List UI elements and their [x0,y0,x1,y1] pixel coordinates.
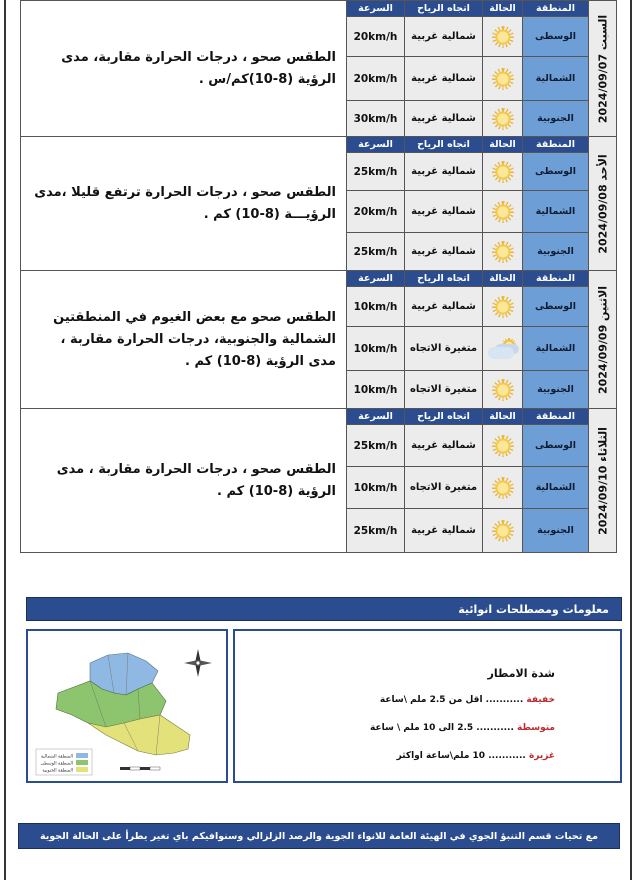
header-region: المنطقة [523,409,589,425]
partly-cloudy-icon [488,338,518,360]
sun-icon [492,26,514,48]
sun-icon [492,241,514,263]
wind-direction: شمالية غربية [405,287,483,327]
condition-cell [483,509,523,553]
day-date-cell [589,409,617,553]
wind-direction: شمالية غربية [405,153,483,191]
wind-direction: متغيرة الاتجاه [405,327,483,371]
day-date-cell [589,1,617,137]
condition-cell [483,287,523,327]
wind-speed: 10km/h [347,371,405,409]
forecast-table [20,0,617,553]
wind-direction: شمالية غربية [405,17,483,57]
sun-icon [492,201,514,223]
sun-icon [492,108,514,130]
rain-level-text: ........... اقل من 2.5 ملم \ساعة [379,695,524,705]
wind-speed: 10km/h [347,327,405,371]
rain-level-name: غزيرة [528,751,555,761]
header-region: المنطقة [523,137,589,153]
wind-speed: 20km/h [347,191,405,233]
region-name: الجنوبية [523,101,589,137]
region-name: الجنوبية [523,509,589,553]
wind-speed: 25km/h [347,153,405,191]
sun-icon [492,379,514,401]
header-region: المنطقة [523,271,589,287]
rain-intensity-panel [233,629,622,783]
region-name: الوسطى [523,425,589,467]
rain-level-text: ........... 10 ملم\ساعة اواكثر [396,751,526,761]
wind-direction: شمالية غربية [405,425,483,467]
day-date: السبت 2024/09/07 [596,14,609,123]
day-date: الثلاثاء 2024/09/10 [596,426,609,535]
region-name: الشمالية [523,57,589,101]
wind-direction: شمالية غربية [405,57,483,101]
wind-direction: متغيرة الاتجاه [405,371,483,409]
iraq-map-panel [26,629,228,783]
map-legend-label: المنطقة الوسطى [40,761,73,767]
day-date: الاثنين 2024/09/09 [596,285,609,394]
day-date-cell [589,137,617,271]
rain-level-name: متوسطة [517,723,555,733]
region-name: الجنوبية [523,233,589,271]
header-condition: الحالة [483,271,523,287]
region-name: الوسطى [523,153,589,191]
condition-cell [483,233,523,271]
footer-note: مع تحيات قسم التنبؤ الجوي في الهيئة العامة للانواء الجوية والرصد الزلزالي وسنوافيكم باي تغير يطرأ على الحالة الجوية [18,823,620,849]
wind-direction: شمالية غربية [405,191,483,233]
wind-speed: 30km/h [347,101,405,137]
rain-level-text: ........... 2.5 الى 10 ملم \ ساعة [369,723,514,733]
region-name: الشمالية [523,191,589,233]
wind-speed: 10km/h [347,467,405,509]
condition-cell [483,467,523,509]
header-speed: السرعة [347,409,405,425]
day-description: الطقس صحو ، درجات الحرارة ترتفع قليلا ،مدى الرؤيـــة (8-10) كم . [21,137,347,271]
wind-direction: متغيرة الاتجاه [405,467,483,509]
wind-speed: 20km/h [347,17,405,57]
header-speed: السرعة [347,271,405,287]
header-speed: السرعة [347,137,405,153]
day-description: الطقس صحو ، درجات الحرارة مقاربة ، مدى الرؤية (8-10) كم . [21,409,347,553]
region-name: الجنوبية [523,371,589,409]
wind-direction: شمالية غربية [405,509,483,553]
condition-cell [483,17,523,57]
header-wind-dir: اتجاه الرياح [405,137,483,153]
condition-cell [483,101,523,137]
wind-direction: شمالية غربية [405,101,483,137]
header-condition: الحالة [483,409,523,425]
condition-cell [483,57,523,101]
day-date: الأحد 2024/09/08 [596,153,609,254]
wind-speed: 25km/h [347,425,405,467]
header-condition: الحالة [483,1,523,17]
iraq-regions-map [28,631,226,781]
header-condition: الحالة [483,137,523,153]
wind-speed: 20km/h [347,57,405,101]
rain-title: شدة الامطار [487,667,555,680]
region-name: الوسطى [523,17,589,57]
sun-icon [492,296,514,318]
wind-speed: 10km/h [347,287,405,327]
header-wind-dir: اتجاه الرياح [405,271,483,287]
wind-speed: 25km/h [347,509,405,553]
map-legend [36,749,92,775]
rain-level-light [380,695,555,705]
wind-direction: شمالية غربية [405,233,483,271]
sun-icon [492,161,514,183]
day-description: الطقس صحو ، درجات الحرارة مقاربة، مدى الرؤية (8-10)كم/س . [21,1,347,137]
day-date-cell [589,271,617,409]
compass-rose-icon [184,649,212,677]
sun-icon [492,520,514,542]
wind-speed: 25km/h [347,233,405,271]
rain-level-name: خفيفة [526,695,555,705]
header-speed: السرعة [347,1,405,17]
condition-cell [483,371,523,409]
condition-cell [483,425,523,467]
region-name: الشمالية [523,327,589,371]
day-description: الطقس صحو مع بعض الغيوم في المنطقتين الشمالية والجنوبية، درجات الحرارة مقاربة ، مدى الرؤية (8-10) كم . [21,271,347,409]
rain-level-heavy [397,751,555,761]
header-wind-dir: اتجاه الرياح [405,409,483,425]
region-name: الشمالية [523,467,589,509]
map-legend-label: المنطقة الشمالية [40,754,73,760]
sun-icon [492,435,514,457]
map-legend-label: المنطقة الجنوبية [42,768,73,774]
header-region: المنطقة [523,1,589,17]
condition-cell [483,191,523,233]
region-name: الوسطى [523,287,589,327]
scale-bar [120,767,160,770]
sun-icon [492,68,514,90]
condition-cell [483,153,523,191]
sun-icon [492,477,514,499]
info-banner: معلومات ومصطلحات انوائية [26,597,622,621]
condition-cell [483,327,523,371]
rain-level-moderate [370,723,555,733]
header-wind-dir: اتجاه الرياح [405,1,483,17]
